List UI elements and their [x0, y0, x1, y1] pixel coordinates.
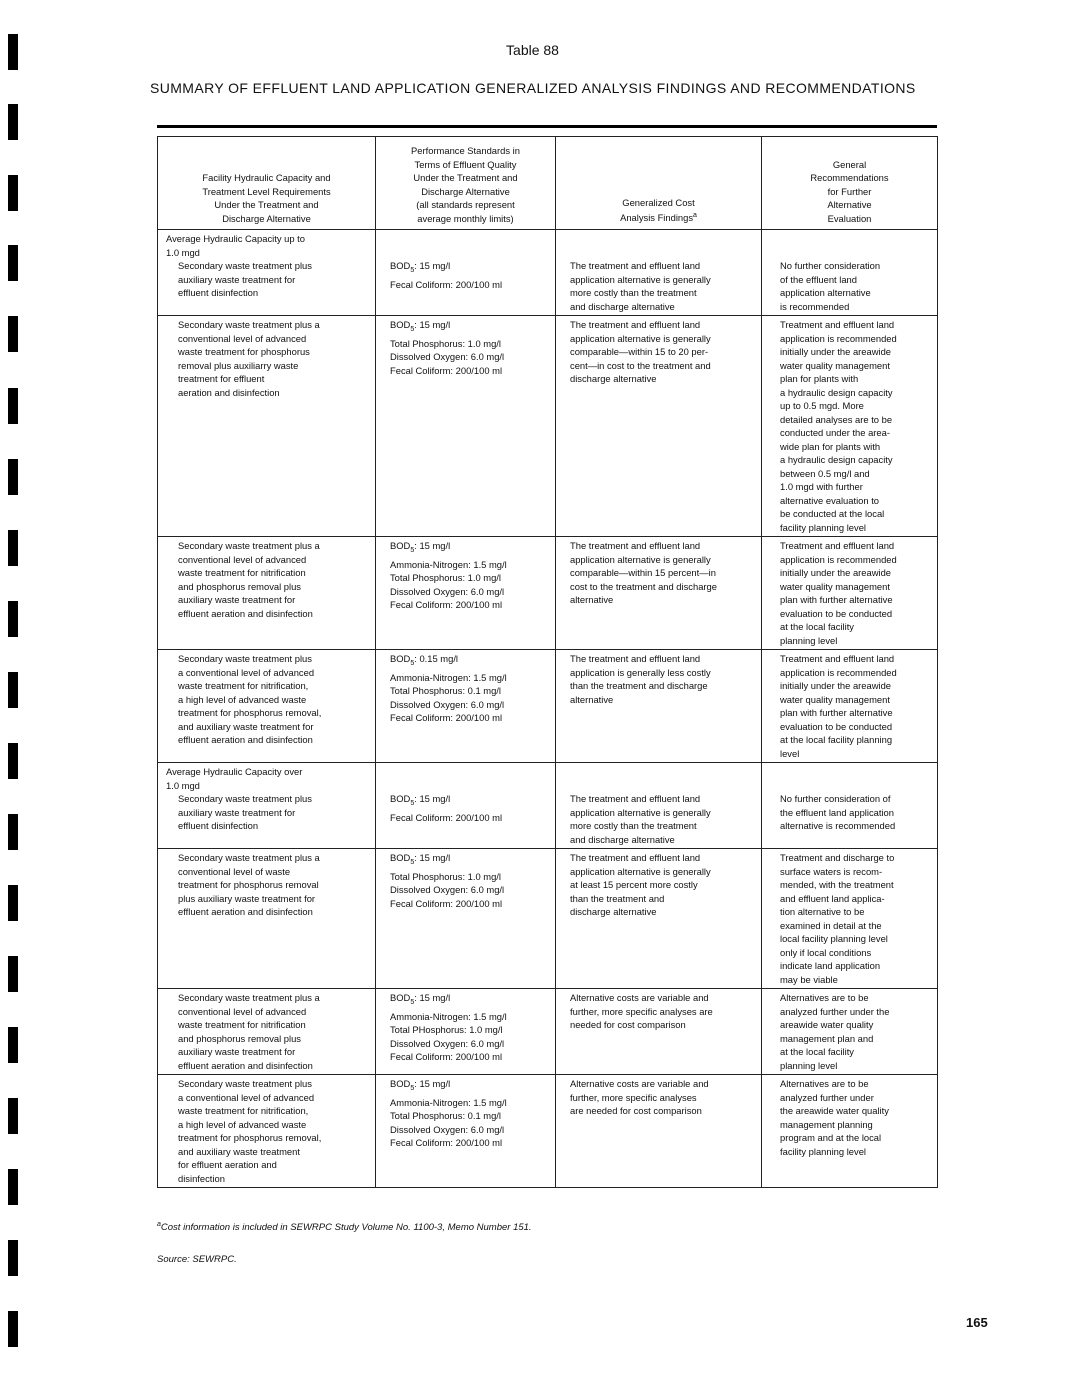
cost-text: The treatment and effluent land application alternative is generally more costly than the treatment and discharge alternative — [570, 260, 711, 312]
facility-text: Secondary waste treatment plus a conventional level of advanced waste treatment for nitrification, a high level of advanced waste treatment for phosphorus removal, and auxiliary waste treatment for effluent aeration and disinfection — [178, 653, 322, 745]
facility-text: Secondary waste treatment plus a conventional level of waste treatment for phosphorus removal plus auxiliary waste treatment for effluent aeration and disinfection — [178, 852, 320, 917]
cost-text: The treatment and effluent land application is generally less costly than the treatment and discharge alternative — [570, 653, 711, 705]
header-recommendations — [762, 137, 938, 230]
bod-prefix: BOD — [390, 992, 411, 1003]
binder-mark — [8, 814, 18, 850]
cost-text: The treatment and effluent land application alternative is generally comparable—within 15 to 20 per- cent—in cost to the treatment and discharge alternative — [570, 319, 711, 384]
recommendation-text: Treatment and effluent land application is recommended initially under the areawide water quality management plan for plants with a hydraulic design capacity up to 0.5 mgd. More detailed analyses are to be conducted under the area- wide plan for plants with a hydraulic design capacity between 0.5 mg/l and 1.0 mgd with further alternative evaluation to be conducted at the local facility planning level — [780, 319, 897, 533]
recommendation-text: No further consideration of the effluent land application alternative is recommended — [780, 793, 896, 831]
bod-value: : 0.15 mg/l — [414, 653, 459, 664]
standards-cell — [376, 849, 556, 989]
facility-cell — [158, 1075, 376, 1188]
bod-standard — [390, 991, 549, 1010]
table-row — [158, 230, 938, 316]
bod-prefix: BOD — [390, 1078, 411, 1089]
bod-value: : 15 mg/l — [414, 992, 451, 1003]
standards-text: Ammonia-Nitrogen: 1.5 mg/l Total PHosphorus: 1.0 mg/l Dissolved Oxygen: 6.0 mg/l Fecal Coliform: 200/100 ml — [390, 1010, 507, 1062]
footnote-mark: a — [157, 1221, 161, 1228]
bod-standard — [390, 539, 549, 558]
standards-cell — [376, 316, 556, 537]
table-row — [158, 989, 938, 1075]
binder-mark — [8, 175, 18, 211]
binder-mark — [8, 1169, 18, 1205]
facility-cell — [158, 650, 376, 763]
bod-value: : 15 mg/l — [414, 793, 451, 804]
summary-table-container — [157, 136, 937, 1188]
bod-value: : 15 mg/l — [414, 260, 451, 271]
bod-subscript: 5 — [410, 547, 415, 554]
cost-text: Alternative costs are variable and further, more specific analyses are needed for cost comparison — [570, 992, 713, 1030]
standards-text: Ammonia-Nitrogen: 1.5 mg/l Total Phosphorus: 0.1 mg/l Dissolved Oxygen: 6.0 mg/l Fecal Coliform: 200/100 ml — [390, 1096, 507, 1148]
cost-cell — [556, 1075, 762, 1188]
cost-cell — [556, 989, 762, 1075]
binder-mark — [8, 316, 18, 352]
bod-standard — [390, 851, 549, 870]
bod-standard — [390, 792, 549, 811]
standards-text: Ammonia-Nitrogen: 1.5 mg/l Total Phosphorus: 1.0 mg/l Dissolved Oxygen: 6.0 mg/l Fecal Coliform: 200/100 ml — [390, 558, 507, 610]
binder-mark — [8, 1311, 18, 1347]
bod-value: : 15 mg/l — [414, 540, 451, 551]
header-standards-text: Performance Standards in Terms of Effluent Quality Under the Treatment and Discharge Alternative (all standards represent average monthly limits) — [411, 145, 520, 224]
bod-subscript: 5 — [410, 800, 415, 807]
table-row — [158, 650, 938, 763]
binder-mark — [8, 245, 18, 281]
cost-text: The treatment and effluent land application alternative is generally at least 15 percent more costly than the treatment and discharge alternative — [570, 852, 711, 917]
bod-prefix: BOD — [390, 540, 411, 551]
bod-value: : 15 mg/l — [414, 852, 451, 863]
table-number: Table 88 — [506, 42, 559, 58]
bod-subscript: 5 — [410, 267, 415, 274]
standards-cell — [376, 763, 556, 849]
cost-text: Alternative costs are variable and further, more specific analyses are needed for cost comparison — [570, 1078, 709, 1116]
header-facility — [158, 137, 376, 230]
table-title: SUMMARY OF EFFLUENT LAND APPLICATION GENERALIZED ANALYSIS FINDINGS AND RECOMMENDATIONS — [150, 80, 916, 96]
bod-value: : 15 mg/l — [414, 319, 451, 330]
bod-subscript: 5 — [410, 660, 415, 667]
bod-prefix: BOD — [390, 319, 411, 330]
table-row — [158, 537, 938, 650]
facility-text: Secondary waste treatment plus auxiliary waste treatment for effluent disinfection — [178, 793, 312, 831]
bod-standard — [390, 1077, 549, 1096]
capacity-group-label: Average Hydraulic Capacity over 1.0 mgd — [166, 766, 303, 791]
facility-text: Secondary waste treatment plus a conventional level of advanced waste treatment for nitrification and phosphorus removal plus auxiliary waste treatment for effluent aeration and disinfection — [178, 992, 320, 1071]
cost-text: The treatment and effluent land application alternative is generally more costly than the treatment and discharge alternative — [570, 793, 711, 845]
standards-text: Fecal Coliform: 200/100 ml — [390, 278, 503, 290]
binder-mark — [8, 1098, 18, 1134]
header-footnote-mark: a — [693, 212, 697, 220]
facility-text: Secondary waste treatment plus a conventional level of advanced waste treatment for nitrification and phosphorus removal plus auxiliary waste treatment for effluent aeration and disinfection — [178, 540, 320, 619]
facility-cell — [158, 230, 376, 316]
bod-subscript: 5 — [410, 1085, 415, 1092]
bod-prefix: BOD — [390, 653, 411, 664]
recommendation-cell — [762, 316, 938, 537]
header-cost — [556, 137, 762, 230]
source-note: Source: SEWRPC. — [157, 1254, 237, 1265]
bod-prefix: BOD — [390, 852, 411, 863]
facility-text: Secondary waste treatment plus a conventional level of advanced waste treatment for phosphorus removal plus auxiliarry waste treatment for effluent aeration and disinfection — [178, 319, 320, 398]
table-body — [158, 230, 938, 1188]
cost-cell — [556, 316, 762, 537]
recommendation-cell — [762, 763, 938, 849]
binder-mark — [8, 388, 18, 424]
recommendation-text: Alternatives are to be analyzed further under the areawide water quality management planning program and at the local facility planning level — [780, 1078, 889, 1157]
standards-cell — [376, 537, 556, 650]
table-row — [158, 849, 938, 989]
table-header-row — [158, 137, 938, 230]
bod-subscript: 5 — [410, 326, 415, 333]
footnote — [157, 1221, 532, 1233]
bod-standard — [390, 318, 549, 337]
recommendation-text: Treatment and effluent land application is recommended initially under the areawide water quality management plan with further alternative evaluation to be conducted at the local facility planning level — [780, 653, 897, 759]
binder-mark — [8, 1027, 18, 1063]
recommendation-cell — [762, 989, 938, 1075]
header-facility-text: Facility Hydraulic Capacity and Treatment Level Requirements Under the Treatment and Discharge Alternative — [202, 172, 331, 224]
recommendation-cell — [762, 230, 938, 316]
facility-cell — [158, 849, 376, 989]
facility-cell — [158, 989, 376, 1075]
bod-value: : 15 mg/l — [414, 1078, 451, 1089]
recommendation-cell — [762, 849, 938, 989]
standards-cell — [376, 989, 556, 1075]
standards-cell — [376, 650, 556, 763]
bod-standard — [390, 652, 549, 671]
binder-mark — [8, 885, 18, 921]
cost-text: The treatment and effluent land application alternative is generally comparable—within 15 percent—in cost to the treatment and discharge alternative — [570, 540, 717, 605]
binder-mark — [8, 1240, 18, 1276]
facility-text: Secondary waste treatment plus auxiliary waste treatment for effluent disinfection — [178, 260, 312, 298]
cost-cell — [556, 650, 762, 763]
summary-table — [157, 136, 938, 1188]
facility-cell — [158, 316, 376, 537]
recommendation-cell — [762, 650, 938, 763]
standards-text: Fecal Coliform: 200/100 ml — [390, 811, 503, 823]
binder-mark — [8, 104, 18, 140]
bod-prefix: BOD — [390, 260, 411, 271]
header-standards — [376, 137, 556, 230]
cost-cell — [556, 537, 762, 650]
bod-subscript: 5 — [410, 859, 415, 866]
bod-standard — [390, 259, 549, 278]
facility-text: Secondary waste treatment plus a conventional level of advanced waste treatment for nitrification, a high level of advanced waste treatment for phosphorus removal, and auxiliary waste treatment for effluent aeration and disinfection — [178, 1078, 322, 1184]
header-recommendations-text: General Recommendations for Further Alternative Evaluation — [810, 158, 889, 224]
recommendation-text: Treatment and effluent land application is recommended initially under the areawide water quality management plan with further alternative evaluation to be conducted at the local facility planning level — [780, 540, 897, 646]
recommendation-text: Alternatives are to be analyzed further under the areawide water quality management plan and at the local facility planning level — [780, 992, 890, 1071]
binder-mark — [8, 672, 18, 708]
standards-text: Total Phosphorus: 1.0 mg/l Dissolved Oxygen: 6.0 mg/l Fecal Coliform: 200/100 ml — [390, 870, 505, 909]
cost-cell — [556, 230, 762, 316]
standards-cell — [376, 1075, 556, 1188]
recommendation-text: No further consideration of the effluent land application alternative is recommended — [780, 260, 881, 312]
header-cost-text: Generalized Cost Analysis Findings — [620, 196, 695, 224]
table-row — [158, 763, 938, 849]
standards-cell — [376, 230, 556, 316]
cost-cell — [556, 763, 762, 849]
capacity-group-label: Average Hydraulic Capacity up to 1.0 mgd — [166, 233, 305, 258]
page-number: 165 — [966, 1315, 988, 1330]
recommendation-cell — [762, 537, 938, 650]
standards-text: Ammonia-Nitrogen: 1.5 mg/l Total Phosphorus: 0.1 mg/l Dissolved Oxygen: 6.0 mg/l Fecal Coliform: 200/100 ml — [390, 671, 507, 723]
binder-mark — [8, 459, 18, 495]
facility-cell — [158, 537, 376, 650]
table-row — [158, 1075, 938, 1188]
title-rule — [157, 125, 937, 128]
recommendation-text: Treatment and discharge to surface waters is recom- mended, with the treatment and effluent land applica- tion alternative to be examined in detail at the local facility planning level only if local conditions indicate land application may be viable — [780, 852, 895, 985]
recommendation-cell — [762, 1075, 938, 1188]
bod-subscript: 5 — [410, 999, 415, 1006]
binder-mark — [8, 956, 18, 992]
cost-cell — [556, 849, 762, 989]
bod-prefix: BOD — [390, 793, 411, 804]
footnote-text: Cost information is included in SEWRPC Study Volume No. 1100-3, Memo Number 151. — [160, 1222, 532, 1234]
binder-mark — [8, 601, 18, 637]
standards-text: Total Phosphorus: 1.0 mg/l Dissolved Oxygen: 6.0 mg/l Fecal Coliform: 200/100 ml — [390, 337, 505, 376]
binder-mark — [8, 743, 18, 779]
binder-mark — [8, 530, 18, 566]
table-row — [158, 316, 938, 537]
facility-cell — [158, 763, 376, 849]
